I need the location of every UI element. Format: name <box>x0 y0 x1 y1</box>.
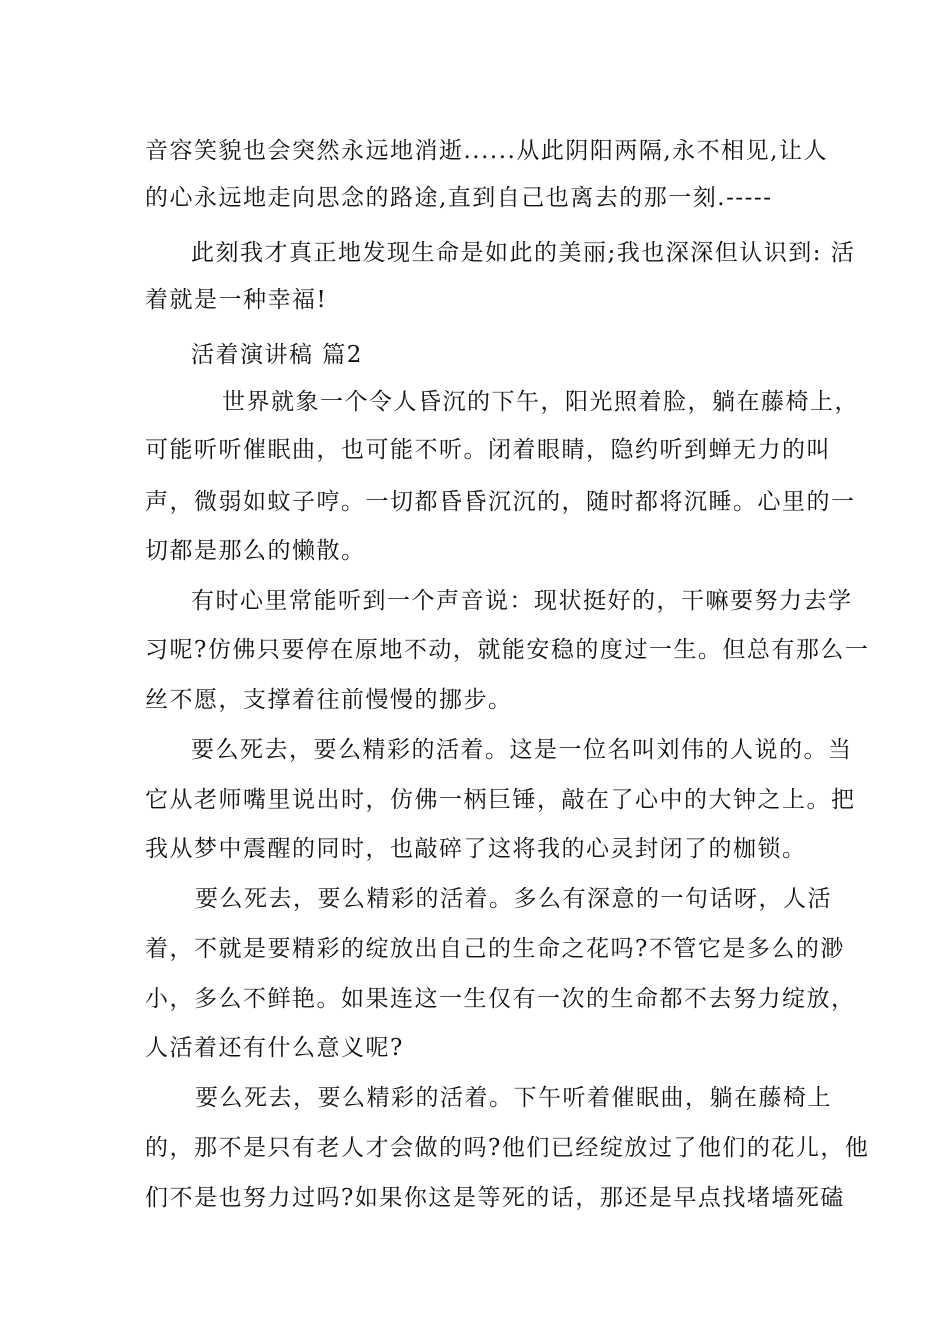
text-line: 世界就象一个令人昏沉的下午，阳光照着脸，躺在藤椅上， <box>222 389 859 415</box>
text-line: 要么死去，要么精彩的活着。多么有深意的一句话呀，人活 <box>195 886 832 912</box>
text-line: 小，多么不鲜艳。如果连这一生仅有一次的生命都不去努力绽放， <box>145 986 856 1012</box>
text-line: 切都是那么的懒散。 <box>145 538 366 564</box>
text-line: 可能听听催眠曲，也可能不听。闭着眼睛，隐约听到蝉无力的叫 <box>145 437 831 463</box>
text-line: 它从老师嘴里说出时，仿佛一柄巨锤，敲在了心中的大钟之上。把 <box>145 787 856 813</box>
text-line: 有时心里常能听到一个声音说：现状挺好的，干嘛要努力去学 <box>191 588 853 614</box>
text-line: 此刻我才真正地发现生命是如此的美丽;我也深深但认识到: 活 <box>191 240 856 266</box>
text-line: 丝不愿，支撑着往前慢慢的挪步。 <box>145 687 513 713</box>
text-line: 着，不就是要精彩的绽放出自己的生命之花吗?不管它是多么的渺 <box>145 936 845 962</box>
text-line: 的，那不是只有老人才会做的吗?他们已经绽放过了他们的花儿，他 <box>145 1135 870 1161</box>
text-line: 的心永远地走向思念的路途,直到自己也离去的那一刻.----- <box>145 185 773 211</box>
text-line: 我从梦中震醒的同时，也敲碎了这将我的心灵封闭了的枷锁。 <box>145 836 807 862</box>
text-line: 音容笑貌也会突然永远地消逝......从此阴阳两隔,永不相见,让人 <box>145 138 828 164</box>
text-line: 人活着还有什么意义呢? <box>145 1035 404 1061</box>
text-line: 们不是也努力过吗?如果你这是等死的话，那还是早点找堵墙死磕 <box>145 1185 845 1211</box>
text-line: 声，微弱如蚊子哼。一切都昏昏沉沉的，随时都将沉睡。心里的一 <box>145 489 856 515</box>
text-line: 要么死去，要么精彩的活着。下午听着催眠曲，躺在藤椅上 <box>195 1085 832 1111</box>
text-line: 要么死去，要么精彩的活着。这是一位名叫刘伟的人说的。当 <box>191 737 853 763</box>
section-heading: 活着演讲稿 篇2 <box>191 342 363 368</box>
text-line: 习呢?仿佛只要停在原地不动，就能安稳的度过一生。但总有那么一 <box>145 637 870 663</box>
text-line: 着就是一种幸福! <box>145 287 328 313</box>
